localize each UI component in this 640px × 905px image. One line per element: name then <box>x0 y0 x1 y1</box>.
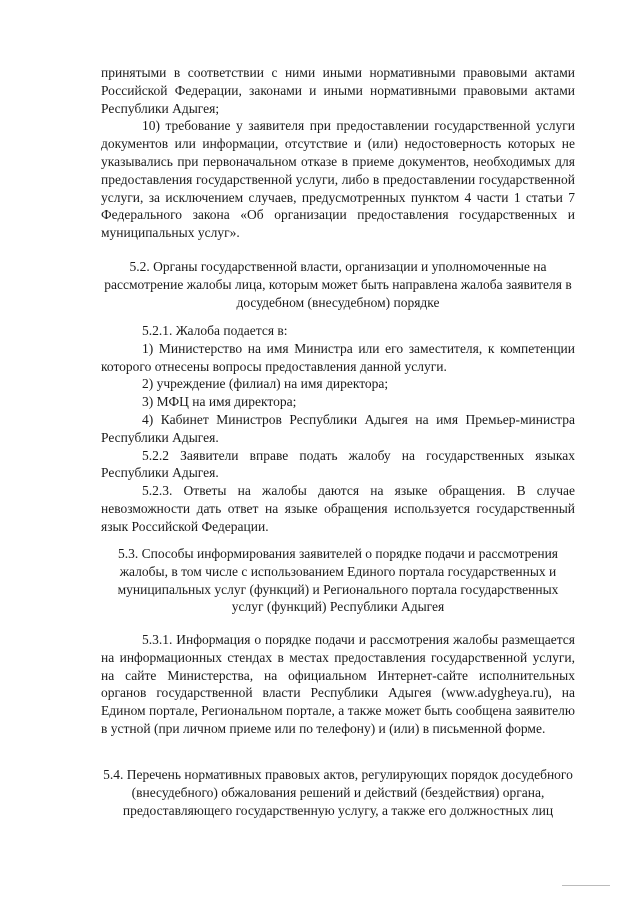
section-heading: 5.2. Органы государственной власти, организации и уполномоченные на рассмотрение жалобы лица, которым может быть направлена жалоба заявителя в досудебном (внесудебном) порядке <box>104 259 572 310</box>
footer-divider <box>562 885 610 886</box>
section-heading: 5.4. Перечень нормативных правовых актов, регулирующих порядок досудебного (внесудебного) обжалования решений и действий (бездействия) органа, предоставляющего государственную услугу, а также его должностных лиц <box>103 767 573 818</box>
section-5-3-heading <box>101 545 575 616</box>
paragraph-5-2-3: 5.2.3. Ответы на жалобы даются на языке обращения. В случае невозможности дать ответ на языке обращения используется государственный язык Российской Федерации. <box>101 483 575 534</box>
paragraph-5-2-1: 5.2.1. Жалоба подается в: <box>142 323 288 338</box>
continuation-block <box>101 64 575 242</box>
section-5-3-body <box>101 631 575 738</box>
section-5-4-heading <box>101 766 575 819</box>
list-item-2: 2) учреждение (филиал) на имя директора; <box>142 376 389 392</box>
paragraph-item-10: 10) требование у заявителя при предоставлении государственной услуги документов или информации, отсутствие и (или) недостоверность которых не указывались при первоначальном отказе в приеме документов, необходимых для предоставления государственной услуги, либо в предоставлении государственной услуги, за исключением случаев, предусмотренных пунктом 4 части 1 статьи 7 Федерального закона «Об организации предоставления государственных и муниципальных услуг». <box>101 118 575 241</box>
section-5-2-body <box>101 322 575 536</box>
paragraph-5-2-2: 5.2.2 Заявители вправе подать жалобу на государственных языках Республики Адыгея. <box>101 447 575 481</box>
paragraph-continuation: принятыми в соответствии с ними иными нормативными правовыми актами Российской Федерации, законами и иными нормативными правовыми актами Республики Адыгея; <box>101 65 575 116</box>
list-item-4: 4) Кабинет Министров Республики Адыгея на имя Премьер-министра Республики Адыгея. <box>101 411 575 445</box>
list-item-1: 1) Министерство на имя Министра или его заместителя, к компетенции которого отнесены вопросы предоставления данной услуги. <box>101 340 575 374</box>
list-item-3: 3) МФЦ на имя директора; <box>142 394 297 410</box>
paragraph-5-3-1: 5.3.1. Информация о порядке подачи и рассмотрения жалобы размещается на информационных стендах в местах предоставления государственной услуги, на сайте Министерства, на официальном Интернет-сайте исполнительных органов государственной власти Республики Адыгея (www.adygheya.ru), на Едином портале, Региональном портале, а также может быть сообщена заявителю в устной (при личном приеме или по телефону) и (или) в письменной форме. <box>101 632 575 736</box>
section-5-2-heading <box>101 258 575 311</box>
section-heading: 5.3. Способы информирования заявителей о порядке подачи и рассмотрения жалобы, в том числе с использованием Единого портала государственных и муниципальных услуг (функций) и Регионального портала государственных услуг (функций) Республики Адыгея <box>117 546 559 615</box>
